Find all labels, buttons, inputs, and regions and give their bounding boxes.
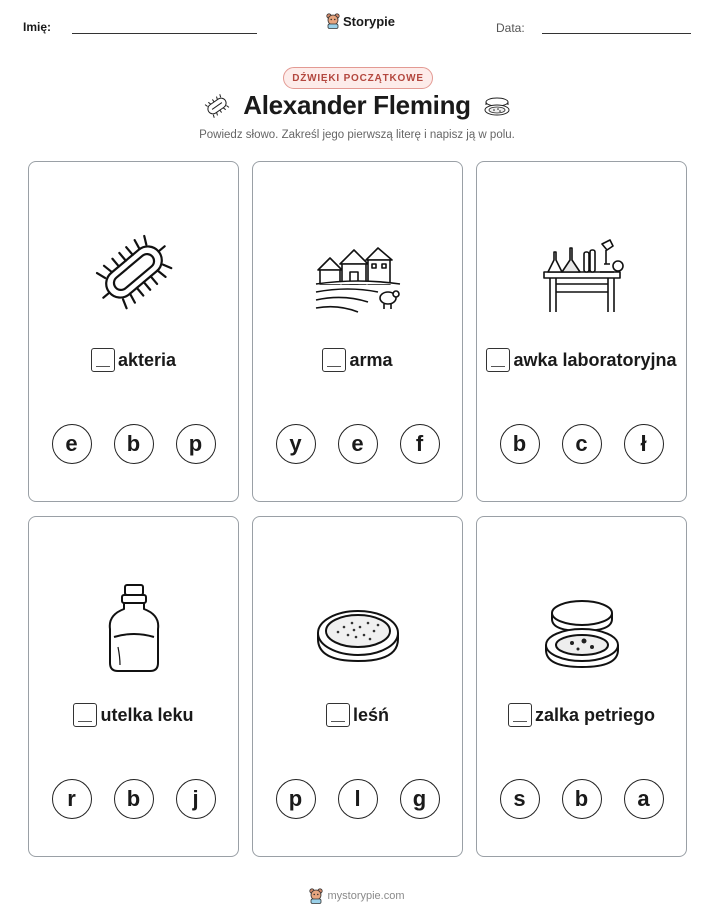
footer (0, 888, 714, 904)
letter-choice[interactable]: s (500, 779, 540, 819)
date-label: Data: (496, 21, 525, 35)
letter-choice[interactable]: ł (624, 424, 664, 464)
word-row (477, 703, 686, 727)
letter-choice[interactable]: b (114, 779, 154, 819)
letter-choice[interactable]: y (276, 424, 316, 464)
word-text: utelka leku (100, 704, 194, 725)
answer-box[interactable] (73, 703, 97, 727)
petri-dish-icon (532, 577, 632, 677)
letter-choice[interactable]: j (176, 779, 216, 819)
letter-choices (253, 424, 462, 464)
letter-choices (253, 779, 462, 819)
letter-choice[interactable]: b (562, 779, 602, 819)
word-row (253, 348, 462, 372)
letter-choices (477, 779, 686, 819)
bear-logo-icon (326, 13, 340, 29)
letter-choice[interactable]: l (338, 779, 378, 819)
letter-choice[interactable]: c (562, 424, 602, 464)
name-label: Imię: (23, 20, 52, 34)
bacteria-icon (84, 222, 184, 322)
letter-choice[interactable]: b (114, 424, 154, 464)
answer-box[interactable] (326, 703, 350, 727)
lab-bench-icon (532, 222, 632, 322)
answer-box[interactable] (486, 348, 510, 372)
word-row (29, 703, 238, 727)
letter-choice[interactable]: g (400, 779, 440, 819)
farm-icon (308, 222, 408, 322)
word-row (253, 703, 462, 727)
card-petri-dish (476, 516, 687, 857)
footer-url: mystorypie.com (327, 890, 405, 902)
name-field[interactable] (72, 33, 257, 34)
letter-choice[interactable]: e (338, 424, 378, 464)
bacteria-icon (203, 94, 231, 118)
page-title: Alexander Fleming (243, 90, 471, 120)
card-farm (252, 161, 463, 502)
letter-choices (29, 424, 238, 464)
word-row (477, 348, 686, 372)
title-row (0, 90, 714, 121)
category-badge: DŹWIĘKI POCZĄTKOWE (283, 67, 433, 89)
storypie-logo (326, 13, 395, 29)
answer-box[interactable] (322, 348, 346, 372)
letter-choice[interactable]: r (52, 779, 92, 819)
word-text: akteria (117, 349, 177, 370)
medicine-bottle-icon (84, 577, 184, 677)
letter-choice[interactable]: f (400, 424, 440, 464)
date-field[interactable] (542, 33, 691, 34)
letter-choice[interactable]: e (52, 424, 92, 464)
word-text: zalka petriego (534, 704, 656, 725)
word-text: arma (349, 349, 393, 370)
letter-choice[interactable]: b (500, 424, 540, 464)
letter-choices (29, 779, 238, 819)
logo-text: Storypie (343, 13, 396, 29)
card-mold-dish (252, 516, 463, 857)
answer-box[interactable] (508, 703, 532, 727)
bear-logo-icon (309, 888, 323, 904)
instructions: Powiedz słowo. Zakreśl jego pierwszą literę i napisz ją w polu. (199, 129, 515, 141)
letter-choice[interactable]: p (276, 779, 316, 819)
word-text: awka laboratoryjna (513, 349, 677, 370)
letter-choices (477, 424, 686, 464)
letter-choice[interactable]: p (176, 424, 216, 464)
word-text: leśń (352, 704, 390, 725)
card-lab-bench (476, 161, 687, 502)
letter-choice[interactable]: a (624, 779, 664, 819)
answer-box[interactable] (91, 348, 115, 372)
mold-dish-icon (308, 577, 408, 677)
card-medicine-bottle (28, 516, 239, 857)
card-bacteria (28, 161, 239, 502)
petri-dish-icon (483, 94, 511, 118)
word-row (29, 348, 238, 372)
